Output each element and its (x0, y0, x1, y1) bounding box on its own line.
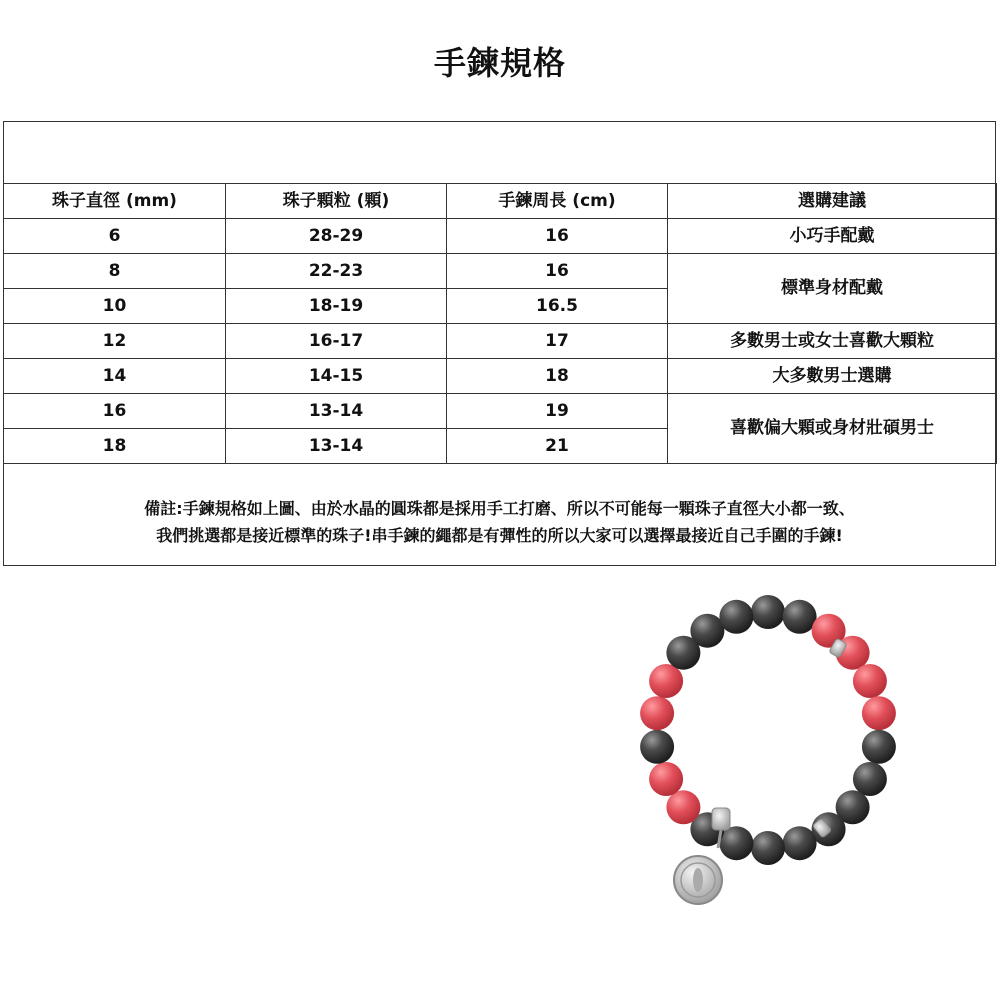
red-bead (649, 664, 683, 698)
cell-suggestion: 大多數男士選購 (668, 359, 997, 394)
cell-diameter: 16 (4, 394, 226, 429)
black-bead (783, 826, 817, 860)
header-count: 珠子顆粒 (顆) (226, 184, 447, 219)
note-line-2: 我們挑選都是接近標準的珠子!串手鍊的繩都是有彈性的所以大家可以選擇最接近自己手圍的手鍊! (156, 526, 843, 545)
cell-count: 16-17 (226, 324, 447, 359)
black-bead (751, 831, 785, 865)
black-bead (783, 600, 817, 634)
cell-length: 21 (447, 429, 668, 464)
black-bead (853, 762, 887, 796)
black-bead (719, 826, 753, 860)
cell-count: 22-23 (226, 254, 447, 289)
table-row (4, 219, 997, 254)
cell-suggestion: 標準身材配戴 (668, 254, 997, 324)
cell-count: 28-29 (226, 219, 447, 254)
cell-length: 16 (447, 254, 668, 289)
cell-length: 17 (447, 324, 668, 359)
header-diameter: 珠子直徑 (mm) (4, 184, 226, 219)
note (3, 495, 996, 549)
note-line-1: 備註:手鍊規格如上圖、由於水晶的圓珠都是採用手工打磨、所以不可能每一顆珠子直徑大小都一致、 (144, 499, 855, 518)
cell-diameter: 18 (4, 429, 226, 464)
bead-ring (640, 595, 896, 865)
cell-suggestion: 小巧手配戴 (668, 219, 997, 254)
cell-count: 18-19 (226, 289, 447, 324)
table-row (4, 324, 997, 359)
cell-length: 19 (447, 394, 668, 429)
page-title: 手鍊規格 (433, 44, 566, 82)
cell-diameter: 14 (4, 359, 226, 394)
cell-diameter: 10 (4, 289, 226, 324)
black-bead (690, 614, 724, 648)
cell-diameter: 8 (4, 254, 226, 289)
red-bead (853, 664, 887, 698)
cell-diameter: 12 (4, 324, 226, 359)
cell-length: 18 (447, 359, 668, 394)
cell-suggestion: 喜歡偏大顆或身材壯碩男士 (668, 394, 997, 464)
header-suggestion: 選購建議 (668, 184, 997, 219)
table-header-row (4, 184, 997, 219)
cell-diameter: 6 (4, 219, 226, 254)
black-bead (640, 730, 674, 764)
header-length: 手鍊周長 (cm) (447, 184, 668, 219)
black-bead (751, 595, 785, 629)
cell-length: 16 (447, 219, 668, 254)
red-bead (862, 696, 896, 730)
cell-length: 16.5 (447, 289, 668, 324)
black-bead (719, 600, 753, 634)
red-bead (649, 762, 683, 796)
red-bead (640, 696, 674, 730)
red-bead (666, 790, 700, 824)
spec-table (3, 183, 997, 464)
cell-suggestion: 多數男士或女士喜歡大顆粒 (668, 324, 997, 359)
table-row (4, 359, 997, 394)
cell-count: 13-14 (226, 429, 447, 464)
cell-count: 14-15 (226, 359, 447, 394)
table-row (4, 254, 997, 289)
cell-count: 13-14 (226, 394, 447, 429)
bracelet-image (620, 580, 910, 920)
table-row (4, 394, 997, 429)
black-bead (862, 730, 896, 764)
